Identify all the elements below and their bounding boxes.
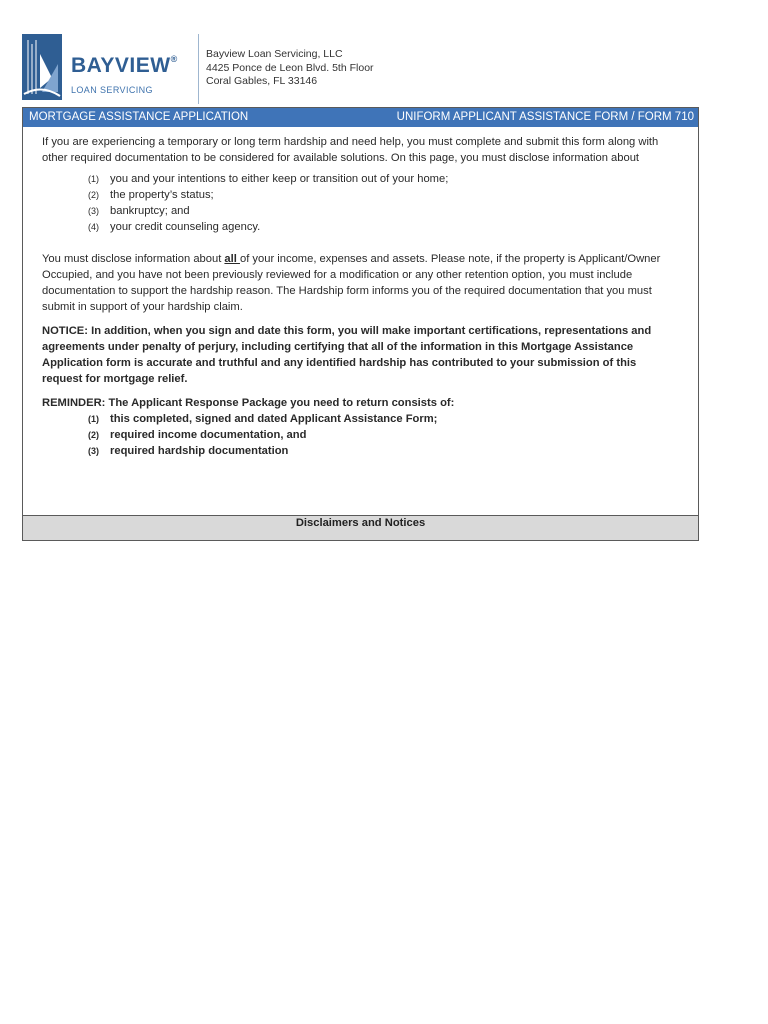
list-item: (3) bankruptcy; and	[88, 205, 190, 217]
bayview-logo-icon	[22, 34, 62, 100]
company-address	[206, 48, 374, 89]
list-item: (2) required income documentation, and	[88, 429, 307, 441]
list-item: (2) the property’s status;	[88, 189, 214, 201]
address-line-1: Bayview Loan Servicing, LLC	[206, 48, 343, 60]
form-title: MORTGAGE ASSISTANCE APPLICATION	[29, 111, 249, 123]
address-line-2: 4425 Ponce de Leon Blvd. 5th Floor	[206, 61, 374, 74]
disclose-list	[88, 171, 676, 235]
form-body	[42, 134, 676, 459]
notice-paragraph: NOTICE: In addition, when you sign and date this form, you will make important certifications, representations and agreements under penalty of perjury, including certifying that all of the information in this Mortgage Assistance Application form is accurate and truthful and any identified hardship has contributed to your submission of this request for mortgage relief.	[42, 325, 652, 385]
all-emphasis: all	[224, 253, 240, 265]
income-paragraph: You must disclose information about all of your income, expenses and assets. Please note, if the property is Applicant/Owner Occupied, and you have not been previously reviewed for a modification or any other retention option, you must include documentation to support the hardship reason. The Hardship form informs you of the required documentation that you must submit in support of your hardship claim.	[42, 253, 661, 313]
letterhead	[22, 32, 698, 104]
logo-name: BAYVIEW®	[71, 54, 178, 77]
application-form	[22, 107, 699, 541]
disclaimers-section-header[interactable]: Disclaimers and Notices	[23, 515, 698, 540]
reminder-list	[88, 411, 676, 459]
header-divider	[198, 34, 199, 104]
list-item: (1) you and your intentions to either keep or transition out of your home;	[88, 173, 449, 185]
address-line-3: Coral Gables, FL 33146	[206, 75, 318, 87]
form-title-bar	[23, 108, 698, 127]
logo-subtitle: LOAN SERVICING	[71, 85, 153, 95]
list-item: (3) required hardship documentation	[88, 445, 289, 457]
form-number: UNIFORM APPLICANT ASSISTANCE FORM / FORM 710	[396, 111, 694, 123]
reminder-heading: REMINDER: The Applicant Response Package you need to return consists of:	[42, 397, 455, 409]
intro-paragraph: If you are experiencing a temporary or long term hardship and need help, you must complete and submit this form along with other required documentation to be considered for available solutions. On this page, you must disclose information about	[42, 136, 659, 164]
list-item: (1) this completed, signed and dated Applicant Assistance Form;	[88, 413, 438, 425]
list-item: (4) your credit counseling agency.	[88, 221, 261, 233]
